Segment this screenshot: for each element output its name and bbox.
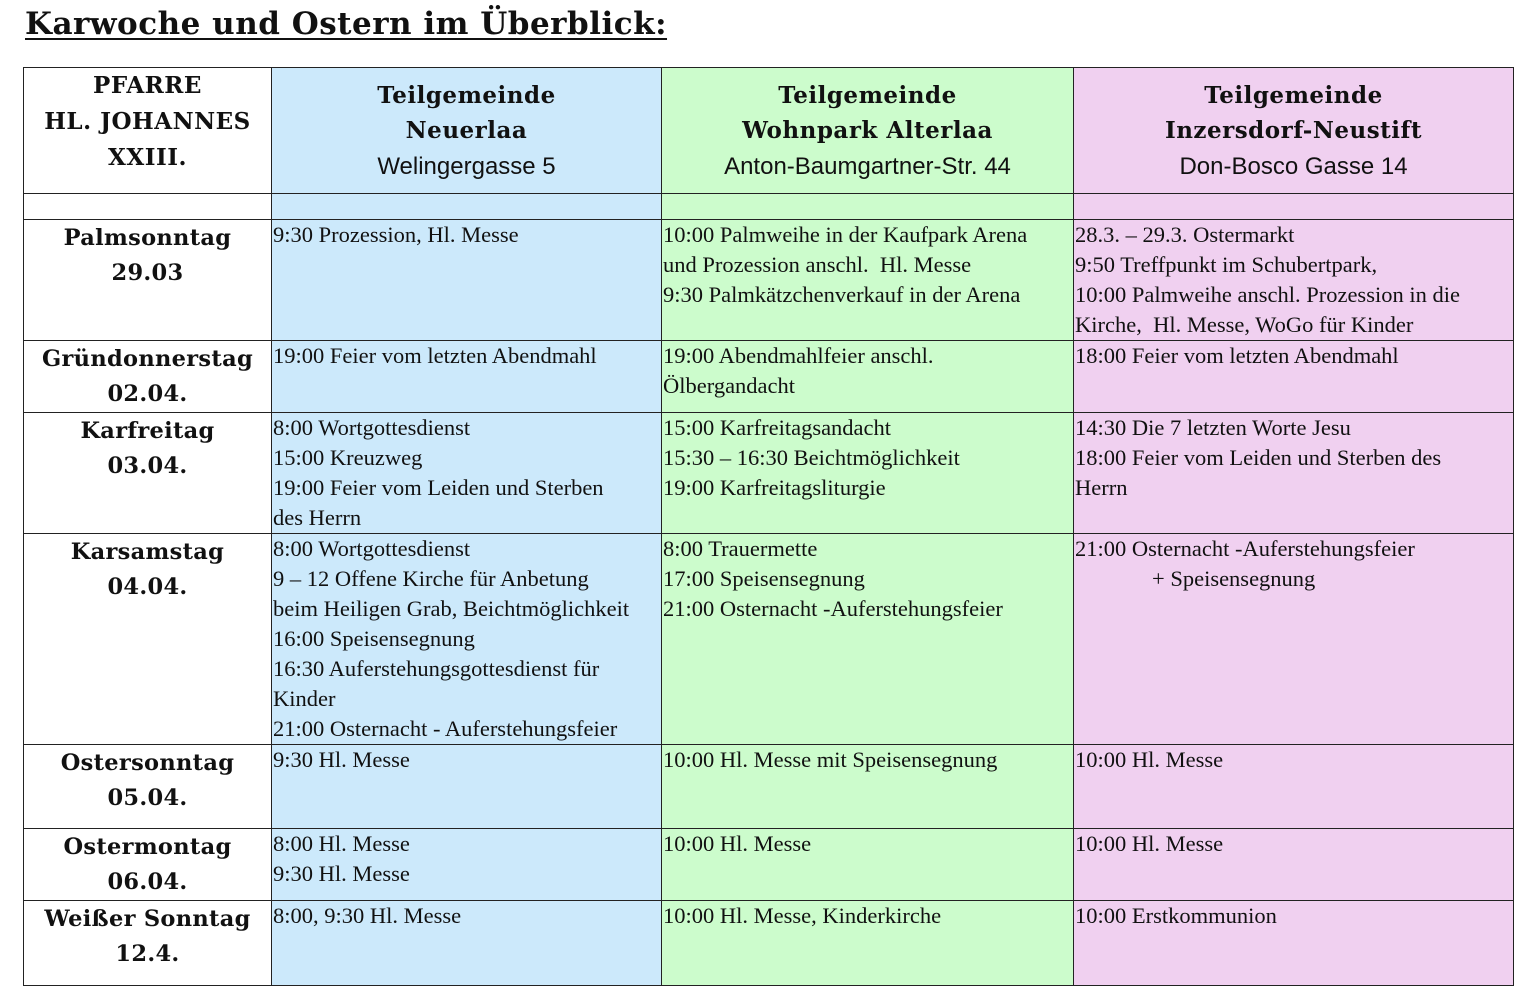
day-date: 02.04.	[107, 381, 188, 407]
alterlaa-cell	[662, 901, 1074, 986]
alterlaa-cell	[662, 341, 1074, 413]
day-name: Ostersonntag	[60, 750, 235, 776]
schedule-entry: 21:00 Osternacht - Auferstehungsfeier	[273, 716, 618, 741]
schedule-entry: 15:00 Kreuzweg	[273, 445, 423, 470]
community-address: Anton-Baumgartner-Str. 44	[724, 152, 1011, 180]
schedule-entry: 19:00 Feier vom letzten Abendmahl	[273, 343, 597, 368]
schedule-entry: 10:00 Palmweihe anschl. Prozession in die	[1075, 282, 1460, 307]
schedule-entry: 21:00 Osternacht -Auferstehungsfeier	[1075, 536, 1415, 561]
spacer-cell	[272, 194, 662, 220]
day-name: Weißer Sonntag	[44, 906, 251, 932]
schedule-entry: Kirche, Hl. Messe, WoGo für Kinder	[1075, 312, 1414, 337]
schedule-entry: 8:00 Hl. Messe	[273, 831, 410, 856]
day-date: 03.04.	[107, 453, 188, 479]
community-title-line-1: Teilgemeinde	[377, 81, 556, 109]
schedule-entry: und Prozession anschl. Hl. Messe	[663, 252, 972, 277]
schedule-entry: 16:00 Speisensegnung	[273, 626, 475, 651]
neuerlaa-cell	[272, 341, 662, 413]
neuerlaa-cell	[272, 901, 662, 986]
neuerlaa-cell	[272, 220, 662, 341]
schedule-entry: 18:00 Feier vom Leiden und Sterben des	[1075, 445, 1442, 470]
schedule-table	[23, 67, 1514, 986]
day-cell	[24, 745, 272, 829]
inzersdorf-cell	[1074, 534, 1514, 745]
day-date: 12.4.	[115, 941, 180, 967]
day-name: Ostermontag	[63, 834, 232, 860]
schedule-entry: 15:30 – 16:30 Beichtmöglichkeit	[663, 445, 960, 470]
schedule-entry: 10:00 Erstkommunion	[1075, 903, 1277, 928]
inzersdorf-cell	[1074, 901, 1514, 986]
schedule-entry: Kinder	[273, 686, 336, 711]
community-address: Welingergasse 5	[377, 152, 556, 180]
parish-name-line-3: XXIII.	[108, 144, 187, 171]
schedule-entry: 9:30 Hl. Messe	[273, 861, 410, 886]
table-row	[24, 829, 1514, 901]
day-name: Karsamstag	[70, 539, 225, 565]
table-header-row	[24, 68, 1514, 194]
schedule-entry: 8:00, 9:30 Hl. Messe	[273, 903, 462, 928]
spacer-cell	[1074, 194, 1514, 220]
table-row	[24, 901, 1514, 986]
schedule-entry: 9 – 12 Offene Kirche für Anbetung	[273, 566, 589, 591]
schedule-entry: + Speisensegnung	[1152, 566, 1316, 591]
schedule-entry: 14:30 Die 7 letzten Worte Jesu	[1075, 415, 1351, 440]
schedule-entry: 10:00 Hl. Messe	[1075, 831, 1224, 856]
day-cell	[24, 901, 272, 986]
parish-name-line-2: HL. JOHANNES	[44, 108, 251, 135]
community-title-line-2: Wohnpark Alterlaa	[742, 116, 993, 144]
table-row	[24, 745, 1514, 829]
schedule-entry: 8:00 Wortgottesdienst	[273, 415, 471, 440]
schedule-entry: 19:00 Feier vom Leiden und Sterben	[273, 475, 604, 500]
table-row	[24, 534, 1514, 745]
community-address: Don-Bosco Gasse 14	[1179, 152, 1408, 180]
day-name: Gründonnerstag	[42, 346, 253, 372]
schedule-entry: 15:00 Karfreitagsandacht	[663, 415, 892, 440]
alterlaa-cell	[662, 534, 1074, 745]
alterlaa-cell	[662, 829, 1074, 901]
day-cell	[24, 220, 272, 341]
neuerlaa-cell	[272, 829, 662, 901]
inzersdorf-cell	[1074, 829, 1514, 901]
day-date: 05.04.	[107, 785, 188, 811]
day-date: 06.04.	[107, 869, 188, 895]
day-cell	[24, 341, 272, 413]
schedule-entry: 10:00 Palmweihe in der Kaufpark Arena	[663, 222, 1028, 247]
schedule-entry: beim Heiligen Grab, Beichtmöglichkeit	[273, 596, 630, 621]
schedule-entry: des Herrn	[273, 505, 362, 530]
schedule-entry: 18:00 Feier vom letzten Abendmahl	[1075, 343, 1399, 368]
community-header-neuerlaa	[272, 68, 662, 194]
schedule-entry: Ölbergandacht	[663, 373, 796, 398]
schedule-entry: 10:00 Hl. Messe	[1075, 747, 1224, 772]
parish-header	[24, 68, 272, 194]
day-date: 04.04.	[107, 574, 188, 600]
schedule-entry: 9:30 Prozession, Hl. Messe	[273, 222, 519, 247]
community-header-inzersdorf	[1074, 68, 1514, 194]
alterlaa-cell	[662, 413, 1074, 534]
alterlaa-cell	[662, 745, 1074, 829]
community-header-alterlaa	[662, 68, 1074, 194]
schedule-entry: 10:00 Hl. Messe	[663, 831, 812, 856]
table-row	[24, 413, 1514, 534]
day-date: 29.03	[111, 260, 184, 286]
schedule-entry: 8:00 Wortgottesdienst	[273, 536, 471, 561]
schedule-entry: 28.3. – 29.3. Ostermarkt	[1075, 222, 1295, 247]
inzersdorf-cell	[1074, 341, 1514, 413]
spacer-cell	[24, 194, 272, 220]
community-title-line-1: Teilgemeinde	[778, 81, 957, 109]
inzersdorf-cell	[1074, 220, 1514, 341]
schedule-entry: 21:00 Osternacht -Auferstehungsfeier	[663, 596, 1003, 621]
table-row	[24, 220, 1514, 341]
schedule-entry: Herrn	[1075, 475, 1128, 500]
parish-name-line-1: PFARRE	[93, 72, 202, 99]
schedule-entry: 19:00 Karfreitagsliturgie	[663, 475, 886, 500]
schedule-entry: 10:00 Hl. Messe, Kinderkirche	[663, 903, 942, 928]
neuerlaa-cell	[272, 413, 662, 534]
schedule-entry: 10:00 Hl. Messe mit Speisensegnung	[663, 747, 998, 772]
inzersdorf-cell	[1074, 745, 1514, 829]
community-title-line-1: Teilgemeinde	[1204, 81, 1383, 109]
spacer-cell	[662, 194, 1074, 220]
schedule-entry: 9:50 Treffpunkt im Schubertpark,	[1075, 252, 1378, 277]
day-name: Karfreitag	[80, 418, 215, 444]
table-row	[24, 341, 1514, 413]
neuerlaa-cell	[272, 745, 662, 829]
schedule-entry: 19:00 Abendmahlfeier anschl.	[663, 343, 934, 368]
schedule-entry: 8:00 Trauermette	[663, 536, 818, 561]
community-title-line-2: Inzersdorf-Neustift	[1164, 116, 1423, 144]
alterlaa-cell	[662, 220, 1074, 341]
neuerlaa-cell	[272, 534, 662, 745]
schedule-entry: 9:30 Palmkätzchenverkauf in der Arena	[663, 282, 1021, 307]
day-name: Palmsonntag	[63, 225, 232, 251]
page-title: Karwoche und Ostern im Überblick:	[25, 6, 668, 42]
schedule-entry: 16:30 Auferstehungsgottesdienst für	[273, 656, 600, 681]
day-cell	[24, 829, 272, 901]
schedule-entry: 17:00 Speisensegnung	[663, 566, 865, 591]
day-cell	[24, 413, 272, 534]
schedule-entry: 9:30 Hl. Messe	[273, 747, 410, 772]
inzersdorf-cell	[1074, 413, 1514, 534]
day-cell	[24, 534, 272, 745]
spacer-row	[24, 194, 1514, 220]
community-title-line-2: Neuerlaa	[405, 116, 528, 144]
